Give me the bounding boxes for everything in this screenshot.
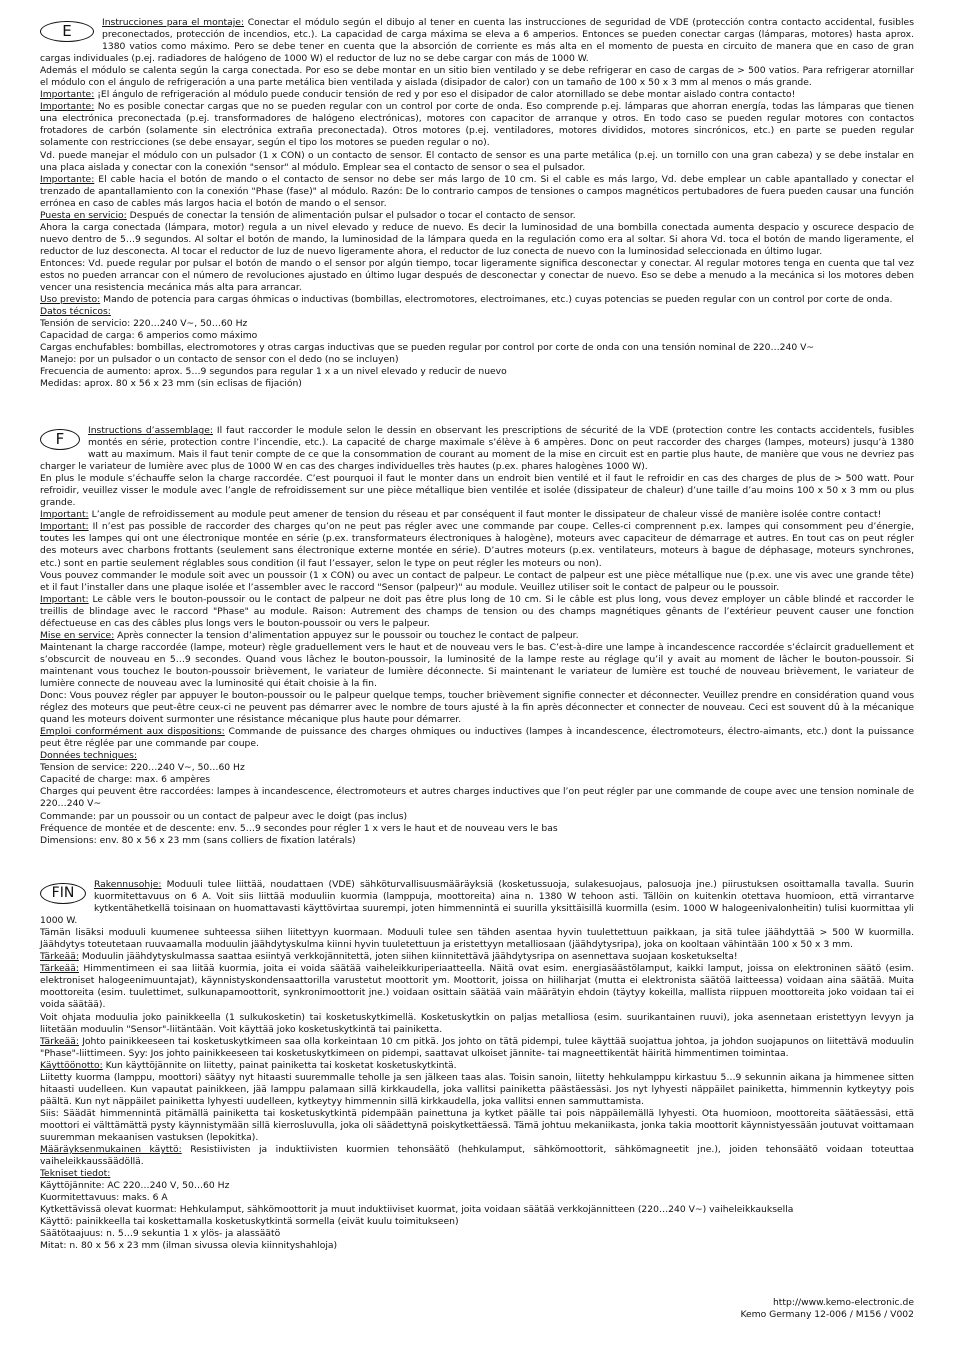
paragraph — [40, 1060, 914, 1072]
paragraph-text: Commande de puissance des charges ohmiques ou inductives (lampes à incandescence, électromoteurs, électro-aimants, etc.) dont la puissance peut être réglée par une commande par coupe. — [40, 726, 914, 750]
paragraph — [40, 354, 914, 366]
paragraph — [40, 473, 914, 509]
paragraph-heading: Datos técnicos: — [40, 306, 111, 318]
paragraph — [40, 174, 914, 210]
paragraph-text: Le câble vers le bouton-poussoir ou le contact de palpeur ne doit pas être plus long de 10 cm. Si le câble est plus long, vous devez employer un câble blindé et raccorder le treillis de blindage avec le raccord "Phase" au module. Raison: Autrement des champs de tension ou des champs magnétiques gênants de l’extérieur peuvent causer une fonction défectueuse en cas des câbles plus longs vers le bouton-poussoir ou vers le palpeur. — [40, 593, 914, 629]
paragraph — [40, 690, 914, 726]
paragraph — [40, 726, 914, 750]
page-footer — [740, 1297, 914, 1321]
paragraph — [40, 294, 914, 306]
paragraph-text: Cargas enchufables: bombillas, electromotores y otras cargas inductivas que se pueden regular por control por corte de onda con una tensión nominal de 220…240 V~ — [40, 342, 815, 354]
paragraph-heading: Tärkeää: — [40, 1035, 79, 1047]
paragraph-text: Il n’est pas possible de raccorder des charges qu’on ne peut pas régler avec une commande par coupe. Celles-ci comprennent p.ex. lampes qui consomment peu d’énergie, toutes les lampes qui ont une électronique montée en série (p.ex. transformateurs électroniques à halogène), moteurs avec capaciteur de démarrage et autres. En tout cas on peut régler des moteurs avec charbons frottants (seulement sans électronique externe montée en série). D’autres moteurs (p.ex. ventilateurs, moteurs à bague de déphasage, moteurs synchrones, etc.) sont en partie seulement réglables sous condition (il faut l’essayer, selon le type on peut régler les moteurs ou non). — [40, 521, 914, 569]
paragraph-text: Capacidad de carga: 6 amperios como máximo — [40, 330, 258, 342]
paragraph — [40, 1180, 914, 1192]
paragraph — [40, 1204, 914, 1216]
paragraph — [40, 762, 914, 774]
paragraph-text: Käyttö: painikkeella tai koskettamalla kosketuskytkintä sormella (eivät kuulu toimitukseen) — [40, 1216, 459, 1228]
paragraph — [40, 521, 914, 569]
paragraph — [40, 89, 914, 101]
paragraph — [40, 17, 914, 65]
paragraph-heading: Important: — [40, 509, 89, 521]
paragraph-heading: Importante: — [40, 101, 95, 113]
paragraph-text: Himmentimeen ei saa liitää kuormia, joita ei voida säätää vaiheleikkuriperiaatteella. Näitä ovat esim. energiasäästölamput, kaikki lamput, joissa on elektroninen säätö (esim. elektroniset halogeenimuuntajat), käynnistyskondensaattorilla varustetut moottorit ym. Moottorit, joissa on hiiliharjat (mutta ei elektronista säätöä laitteessa) voidaan aina säätää. Muita moottoreita (esim. tuulettimet, sulkunapamoottorit, synkronimoottorit jne.) voidaan osittain säätää vain määrätyin ehdoin (täytyy kokeilla, mallista riippuen moottoreita joko voidaan tai ei voida säätää). — [40, 963, 914, 1011]
paragraph — [40, 774, 914, 786]
paragraph-text: Además el módulo se calenta según la carga conectada. Por eso se debe montar en un sitio bien ventilado y se debe refrigerar en caso de cargas de > 500 vatios. Para refrigerar atornillar el módulo con el ángulo de refrigeración a una parte metálica bien ventilada y aislada (disipador de calor) con un tamaño de 100 x 50 x 3 mm al menos o más grande. — [40, 65, 914, 89]
paragraph — [40, 823, 914, 835]
paragraph-text: Kytkettävissä olevat kuormat: Hehkulamput, sähkömoottorit ja muut induktiiviset kuormat, joita voidaan säätää verkkojännitteen (220…240 V~) vaiheleikkauksella — [40, 1204, 794, 1216]
paragraph-text: Käyttöjännite: AC 220…240 V, 50…60 Hz — [40, 1180, 230, 1192]
paragraph — [40, 1144, 914, 1168]
paragraph-text: Commande: par un poussoir ou un contact de palpeur avec le doigt (pas inclus) — [40, 810, 408, 822]
paragraph — [40, 1072, 914, 1108]
paragraph — [40, 1036, 914, 1060]
paragraph-text: Kun käyttöjännite on liitetty, painat painiketta tai kosketat kosketuskytkintä. — [102, 1059, 457, 1071]
paragraph-text: ¡El ángulo de refrigeración al módulo puede conducir tensión de red y por eso el disipador de calor atornillado se debe montar aislado contra contacto! — [94, 89, 796, 101]
paragraph — [40, 630, 914, 642]
section-finnish — [40, 879, 914, 1252]
paragraph-text: Liitetty kuorma (lamppu, moottori) säätyy nyt hitaasti suuremmalle teholle ja sen jälkeen taas alas. Toisin sanoin, liitetty hehkulamppu kirkastuu 5…9 sekunnin aikana ja himmenee sitten hitaasti uudelleen. Kun vapautat painikkeen, jää lamppu palamaan sillä kirkkaudella, joka vallitsi painiketta päästäessäsi. Jos nyt lyhyesti näppäilet painiketta, himmennin kytkeytyy pois päältä. Kun nyt näppäilet painiketta lyhyesti uudelleen, kytkeytyy himmennin sillä kirkkaudella, joka vallitsi ennen sammuttamista. — [40, 1071, 914, 1107]
paragraph-text: Maintenant la charge raccordée (lampe, moteur) règle graduellement vers le haut et de nouveau vers le bas. C’est-à-dire une lampe à incandescence raccordée s’éclaircit graduellement et s’obscurcit de nouveau en 5…9 secondes. Quand vous lâchez le bouton-poussoir, la luminosité de la lampe reste au réglage qu’il y avait au moment de lâcher le bouton-poussoir. Si maintenant vous touchez le bouton-poussoir brièvement, le variateur de lumière déconnecte. Si maintenant le variateur de lumière est touché de nouveau brièvement, le variateur de lumière connecte de nouveau avec la luminosité qui était choisie à la fin. — [40, 641, 914, 689]
language-badge: FIN — [40, 883, 86, 904]
paragraph — [40, 366, 914, 378]
paragraph — [40, 222, 914, 258]
paragraph-text: Tensión de servicio: 220…240 V~, 50…60 Hz — [40, 318, 248, 330]
paragraph-text: Mando de potencia para cargas óhmicas o inductivas (bombillas, electromotores, electroimanes, etc.) cuyas potencias se pueden regular con un control por corte de onda. — [100, 294, 893, 306]
paragraph — [40, 594, 914, 630]
paragraph-text: Voit ohjata moduulia joko painikkeella (1 sulkukosketin) tai kosketuskytkimellä. Kosketuskytkin on paljas metalliosa (esim. suurikantainen ruuvi), joka asennetaan eristettyyn levyyn ja liitetään moduulin "Sensor"-liitäntään. Voit käyttää joko kosketuskytkintä tai painiketta. — [40, 1011, 914, 1035]
paragraph-heading: Tekniset tiedot: — [40, 1168, 111, 1180]
paragraph-heading: Uso previsto: — [40, 294, 101, 306]
paragraph — [40, 1216, 914, 1228]
paragraph-text: Charges qui peuvent être raccordées: lampes à incandescence, électromoteurs et autres charges inductives que l’on peut régler par une commande de coupe avec une tension nominale de 220…240 V~ — [40, 786, 914, 810]
paragraph-text: Capacité de charge: max. 6 ampères — [40, 774, 211, 786]
paragraph — [40, 306, 914, 318]
paragraph — [40, 963, 914, 1011]
section-french — [40, 425, 914, 847]
paragraph-heading: Importante: — [40, 173, 95, 185]
paragraph-text: Ahora la carga conectada (lámpara, motor) regula a un nivel elevado y reduce de nuevo. Es decir la luminosidad de una bombilla conectada aumenta despacio y oscurece despacio de nuevo dentro de 5…9 segundos. Al soltar el botón de mando, la luminosidad de la lámpara queda en la regulación como era al soltar. Si ahora Vd. toca el botón de mando ligeramente, el reductor de luz desconecta. Al tocar el reductor de luz de nuevo ligeramente ahora, el reductor de luz conecta de nuevo con la luminosidad seleccionada en último lugar. — [40, 221, 914, 257]
paragraph — [40, 951, 914, 963]
paragraph — [40, 786, 914, 810]
paragraph — [40, 879, 914, 927]
paragraph-heading: Rakennusohje: — [94, 879, 162, 890]
paragraph-heading: Instrucciones para el montaje: — [102, 17, 245, 28]
paragraph-text: Fréquence de montée et de descente: env. 5…9 secondes pour régler 1 x vers le haut et de nouveau vers le bas — [40, 822, 558, 834]
paragraph — [40, 101, 914, 149]
paragraph — [40, 150, 914, 174]
paragraph — [40, 750, 914, 762]
paragraph — [40, 642, 914, 690]
paragraph-heading: Importante: — [40, 89, 95, 101]
paragraph-text: Dimensions: env. 80 x 56 x 23 mm (sans colliers de fixation latérals) — [40, 834, 356, 846]
paragraph-heading: Données techniques: — [40, 750, 138, 762]
paragraph — [40, 258, 914, 294]
paragraph-heading: Emploi conformément aux dispositions: — [40, 726, 225, 738]
paragraph-text: Il faut raccorder le module selon le dessin en observant les prescriptions de sécurité de la VDE (protection contre les contacts accidentels, fusibles montés en série, protection contre l’incendie, etc.). La capacité de charge maximale s’élève à 6 ampères. Donc on peut raccorder des charges (lampes, moteurs) jusqu’à 1380 watt au maximum. Mais il faut tenir compte de ce que la consommation de courant au moment de la mise en circuit est en partie plus haute, de manière que vous ne devriez pas charger le variateur de lumière avec plus de 1000 W en cas des charges individuelles très hautes (p.ex. phares halogènes 1000 W). — [40, 425, 915, 473]
paragraph-text: El cable hacia el botón de mando o el contacto de sensor no debe ser más largo de 10 cm. Si el cable es más largo, Vd. debe emplear un cable apantallado y conectar el trenzado de apantallamiento con la conexión "Phase (fase)" al módulo. Razón: De lo contrario campos de tensiones o campos magnéticos pertubadores de fuera pueden causar una función errónea en caso de cables más largos hacia el botón de mando o el sensor. — [40, 173, 914, 209]
paragraph-heading: Tärkeää: — [40, 951, 79, 963]
paragraph-heading: Important: — [40, 521, 89, 533]
paragraph-text: L’angle de refroidissement au module peut amener de tension du réseau et par conséquent il faut monter le dissipateur de chaleur vissé de manière isolée contre contact! — [88, 509, 882, 521]
language-badge: E — [40, 21, 94, 42]
footer-url[interactable]: http://www.kemo-electronic.de — [772, 1297, 914, 1308]
paragraph — [40, 1228, 914, 1240]
paragraph-text: Manejo: por un pulsador o un contacto de sensor con el dedo (no se incluyen) — [40, 354, 399, 366]
paragraph-text: Frecuencia de aumento: aprox. 5…9 segundos para regular 1 x a un nivel elevado y reducir de nuevo — [40, 366, 507, 378]
paragraph-text: Moduuli tulee liittää, noudattaen (VDE) sähköturvallisuusmääräyksiä (kosketussuoja, sulakesuojaus, palosuoja jne.) piirustuksen osoittamalla tavalla. Suurin kuormitettavuus on 6 A. Voit siis liittää moduuliin kuormia (lamppuja, moottoreita) aina n. 1380 W tehoon asti. Tällöin on kuitenkin otettava huomioon, että virrantarve kytkentähetkellä toisinaan on huomattavasti käyttövirtaa suurempi, joten himmennintä ei suurilla yksittäisillä kuormilla (esim. 1000 W halogeenivalonheitin) tulisi kuormittaa yli 1000 W. — [40, 879, 914, 927]
section-spanish — [40, 17, 914, 390]
paragraph — [40, 318, 914, 330]
paragraph — [40, 342, 914, 354]
paragraph-text: Après connecter la tension d’alimentation appuyez sur le poussoir ou touchez le contact de palpeur. — [114, 629, 579, 641]
paragraph — [40, 1168, 914, 1180]
paragraph-text: Vous pouvez commander le module soit avec un poussoir (1 x CON) ou avec un contact de palpeur. Le contact de palpeur est une pièce métallique nue (p.ex. une vis avec une grande tête) et il faut l’installer dans une plaque isolée et l’assembler avec le raccord "Sensor (palpeur)" au module. Veuillez utiliser soit le contact de palpeur ou le poussoir. — [40, 569, 914, 593]
paragraph-text: Johto painikkeeseen tai kosketuskytkimeen saa olla korkeintaan 10 cm pitkä. Jos johto on tätä pidempi, tulee käyttää suojattua johtoa, ja johdon suojapunos on liitettävä moduulin "Phase"-liittimeen. Syy: Jos johto painikkeeseen tai kosketuskytkimeen on pidempi, saattavat ulkoiset jännite- tai magneettikentät häiritä himmentimen toimintaa. — [40, 1035, 914, 1059]
paragraph-text: Tension de service: 220…240 V~, 50…60 Hz — [40, 762, 245, 774]
paragraph — [40, 425, 914, 473]
paragraph — [40, 378, 914, 390]
paragraph-text: Tämän lisäksi moduuli kuumenee suhteessa siihen liitettyyn kuormaan. Moduuli tulee sen tähden asentaa hyvin tuulettettuun paikkaan, ja sitä tulee jäähdyttää > 500 W kuormilla. Jäähdytys toteutetaan ruuvaamalla moduulin jäähdytyskulma kiinni hyvin tuuletettuun ja eristettyyn metalliosaan (jäähdytysripa), joka on kooltaan vähintään 100 x 50 x 3 mm. — [40, 927, 914, 951]
paragraph-heading: Käyttöönotto: — [40, 1059, 103, 1071]
paragraph — [40, 1192, 914, 1204]
paragraph — [40, 509, 914, 521]
paragraph — [40, 1108, 914, 1144]
paragraph-text: Moduulin jäähdytyskulmassa saattaa esiintyä verkkojännitettä, joten siihen kiinnitettävä jäähdytysripa on asennettava suojaan kosketukselta! — [78, 951, 738, 963]
paragraph-text: Siis: Säädät himmennintä pitämällä painiketta tai kosketuskytkintä pidempään painettuna ja kytket päälle tai pois näppäilemällä lyhyesti. Ota huomioon, moottoreita säätäessäsi, että moottori ei välttämättä pysty käynnistymään sillä kierrosluvulla, joka oli säädettynä poiskytkettäessä. Tämä johtuu mekaniikasta, jonka takia moottorit käynnistyessään joutuvat voittamaan suuremman mekaanisen vastuksen (lepokitka). — [40, 1107, 914, 1143]
paragraph — [40, 65, 914, 89]
paragraph-text: Conectar el módulo según el dibujo al tener en cuenta las instrucciones de seguridad de VDE (protección contra contacto accidental, fusibles preconectados, protección de incendios, etc.). La capacidad de carga máxima se eleva a 6 amperios. Entonces se pueden conectar cargas (lámparas, motores) hasta aprox. 1380 vatios como máximo. Pero se debe tener en cuenta que la absorción de corriente es más alta en el momento de puesta en circuito de manera que en caso de gran cargas individuales (p.ej. radiadores de halógeno de 1000 W) el reductor de luz no se debe cargar con más de 1000 W. — [40, 17, 914, 65]
paragraph-text: Mitat: n. 80 x 56 x 23 mm (ilman sivussa olevia kiinnityshahloja) — [40, 1240, 338, 1252]
paragraph-text: Donc: Vous pouvez régler par appuyer le bouton-poussoir ou le palpeur quelque temps, toucher brièvement signifie connecter et déconnecter. Veuillez prendre en considération quand vous réglez des moteurs que peut-être ceux-ci ne peuvent pas démarrer avec le nombre de tours ajusté à la fin après déconnecter et connecter de nouveau. Ceci est souvent dû à la mécanique quand les moteurs doivent surmonter une résistance mécanique plus haute pour démarrer. — [40, 690, 914, 726]
paragraph-heading: Tärkeää: — [40, 963, 79, 975]
paragraph-heading: Instructions d’assemblage: — [88, 425, 213, 436]
paragraph — [40, 570, 914, 594]
paragraph-text: Entonces: Vd. puede regular por pulsar el botón de mando o el sensor por algún tiempo, tocar ligeramente significa desconectar y conectar. Al regular motores tenga en cuenta que tal vez estos no pueden arrancar con el número de revoluciones ajustado en último lugar después de desconectar y conectar de nuevo. Eso se debe a menudo a la mecánica si los motores deben vencer una resistencia mecánica más alta para arrancar. — [40, 257, 914, 294]
paragraph — [40, 811, 914, 823]
paragraph-heading: Mise en service: — [40, 629, 115, 641]
paragraph-text: Vd. puede manejar el módulo con un pulsador (1 x CON) o un contacto de sensor. El contacto de sensor es una parte metálica (p.ej. un tornillo con una gran cabeza) y se debe instalar en una placa aislada y conectar con la conexión "sensor" al módulo. Emplear sea el contacto de sensor o sea el pulsador. — [40, 149, 914, 173]
paragraph-text: Medidas: aprox. 80 x 56 x 23 mm (sin eclisas de fijación) — [40, 378, 302, 390]
paragraph — [40, 1240, 914, 1252]
paragraph-text: En plus le module s’échauffe selon la charge raccordée. C’est pourquoi il faut le monter dans un endroit bien ventilé et il faut le refroidir en cas des charges de plus de > 500 watt. Pour refroidir, veuillez visser le module avec l’angle de refroidissement sur une pièce métallique bien ventilée et isolée (dissipateur de chaleur) d’une taille d’au moins 100 x 50 x 3 mm ou plus grande. — [40, 473, 914, 509]
footer-code: Kemo Germany 12-006 / M156 / V002 — [740, 1309, 914, 1321]
paragraph-heading: Puesta en servicio: — [40, 209, 127, 221]
paragraph-text: Kuormitettavuus: maks. 6 A — [40, 1192, 168, 1204]
paragraph-text: Después de conectar la tensión de alimentación pulsar el pulsador o tocar el contacto de sensor. — [126, 209, 576, 221]
paragraph — [40, 330, 914, 342]
paragraph — [40, 835, 914, 847]
paragraph-text: Resistiivisten ja induktiivisten kuormien tehonsäätö (hehkulamput, sähkömoottorit, sähkömagneetit jne.), joiden tehonsäätö voidaan toteuttaa vaiheleikkaussäädöllä. — [40, 1144, 914, 1168]
paragraph — [40, 927, 914, 951]
paragraph-heading: Määräyksenmukainen käyttö: — [40, 1144, 182, 1156]
paragraph — [40, 1012, 914, 1036]
paragraph-text: Säätötaajuus: n. 5…9 sekuntia 1 x ylös- ja alassäätö — [40, 1228, 281, 1240]
paragraph-heading: Important: — [40, 593, 89, 605]
language-badge: F — [40, 429, 80, 450]
paragraph — [40, 210, 914, 222]
paragraph-text: No es posible conectar cargas que no se pueden regular con un control por corte de onda. Eso comprende p.ej. lámparas que ahorran energía, todas las lámparas que tienen una electrónica preconectada (p.ej. transformadores de halógeno electrónicas), motores con capacitor de arranque y otros. En todo caso se pueden regular motores con contactos frotadores de carbón (solamente sin electrónica extraña preconectada). Otros motores (p.ej. ventiladores, motores divididos, motores sincrónicos, etc.) en parte se pueden regular solamente con restricciones (se debe ensayar, según el tipo los motores se pueden regular o no). — [40, 101, 914, 149]
